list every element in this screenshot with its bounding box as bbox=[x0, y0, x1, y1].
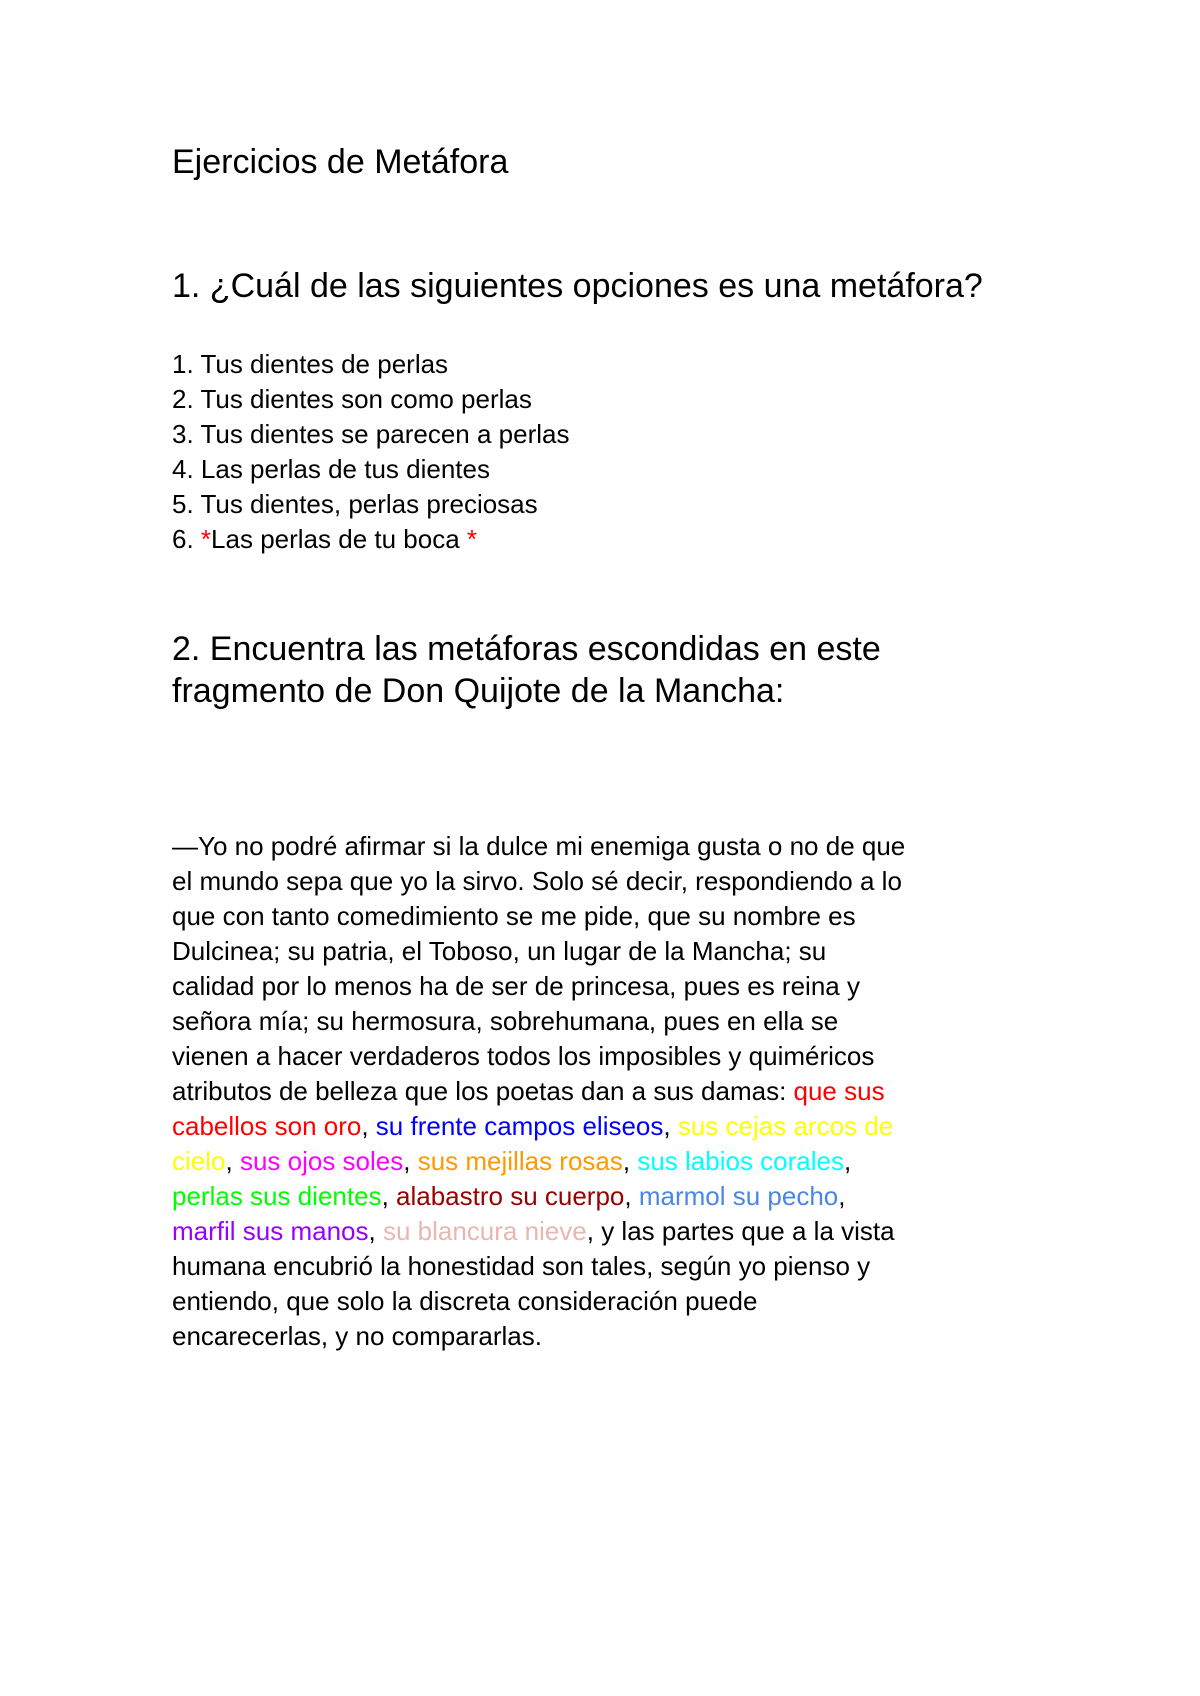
option-item: 2. Tus dientes son como perlas bbox=[172, 384, 532, 414]
option-item: 3. Tus dientes se parecen a perlas bbox=[172, 419, 570, 449]
separator: , bbox=[663, 1111, 678, 1141]
passage-text: atributos de belleza que los poetas dan a sus damas: bbox=[172, 1076, 794, 1106]
passage-line bbox=[172, 1214, 1052, 1249]
passage-line: —Yo no podré afirmar si la dulce mi enemiga gusta o no de que bbox=[172, 831, 906, 861]
passage-line bbox=[172, 1144, 1052, 1179]
metaphor-blancura-nieve: su blancura nieve bbox=[382, 1216, 587, 1246]
metaphor-cejas-arcos: sus cejas arcos de bbox=[677, 1111, 894, 1141]
passage-line: entiendo, que solo la discreta consideración puede bbox=[172, 1286, 758, 1316]
metaphor-alabastro-cuerpo: alabastro su cuerpo bbox=[396, 1181, 625, 1211]
question-1-prompt: 1. ¿Cuál de las siguientes opciones es una metáfora? bbox=[172, 267, 983, 305]
metaphor-cabellos-oro: cabellos son oro bbox=[172, 1111, 362, 1141]
separator: , bbox=[361, 1111, 376, 1141]
separator: , bbox=[225, 1146, 240, 1176]
question-2-prompt bbox=[172, 628, 1052, 712]
passage-line: humana encubrió la honestidad son tales, según yo pienso y bbox=[172, 1251, 871, 1281]
separator: , bbox=[838, 1181, 846, 1211]
option-item: 1. Tus dientes de perlas bbox=[172, 349, 449, 379]
passage-line: señora mía; su hermosura, sobrehumana, pues en ella se bbox=[172, 1006, 839, 1036]
metaphor-cabellos-oro: que sus bbox=[793, 1076, 885, 1106]
separator: , bbox=[368, 1216, 383, 1246]
metaphor-ojos-soles: sus ojos soles bbox=[239, 1146, 404, 1176]
metaphor-frente-campos: su frente campos eliseos bbox=[375, 1111, 664, 1141]
passage-line bbox=[172, 1074, 1052, 1109]
passage-line: encarecerlas, y no compararlas. bbox=[172, 1321, 542, 1351]
metaphor-mejillas-rosas: sus mejillas rosas bbox=[417, 1146, 623, 1176]
passage-line: vienen a hacer verdaderos todos los imposibles y quiméricos bbox=[172, 1041, 875, 1071]
answer-marker-close: * bbox=[466, 524, 478, 554]
separator: , bbox=[622, 1146, 638, 1176]
answer-marker-open: * bbox=[200, 524, 212, 554]
metaphor-marfil-manos: marfil sus manos bbox=[172, 1216, 369, 1246]
question-1-options bbox=[172, 347, 569, 557]
separator: , bbox=[403, 1146, 418, 1176]
metaphor-perlas-dientes: perlas sus dientes bbox=[172, 1181, 382, 1211]
document-title: Ejercicios de Metáfora bbox=[172, 143, 509, 181]
passage-line bbox=[172, 1179, 1052, 1214]
option-item: 4. Las perlas de tus dientes bbox=[172, 454, 490, 484]
question-2-line: fragmento de Don Quijote de la Mancha: bbox=[172, 672, 785, 710]
passage-text: , y las partes que a la vista bbox=[586, 1216, 895, 1246]
option-item-answer bbox=[172, 522, 569, 557]
option-text: Las perlas de tu boca bbox=[211, 524, 467, 554]
metaphor-marmol-pecho: marmol su pecho bbox=[638, 1181, 839, 1211]
passage-line: que con tanto comedimiento se me pide, que su nombre es bbox=[172, 901, 856, 931]
question-2-line: 2. Encuentra las metáforas escondidas en este bbox=[172, 630, 881, 668]
passage-line: Dulcinea; su patria, el Toboso, un lugar de la Mancha; su bbox=[172, 936, 827, 966]
metaphor-labios-corales: sus labios corales bbox=[637, 1146, 844, 1176]
option-number: 6. bbox=[172, 524, 201, 554]
passage-line bbox=[172, 1109, 1052, 1144]
separator: , bbox=[843, 1146, 852, 1176]
metaphor-cejas-arcos: cielo bbox=[172, 1146, 226, 1176]
passage-line: el mundo sepa que yo la sirvo. Solo sé decir, respondiendo a lo bbox=[172, 866, 902, 896]
passage-line: calidad por lo menos ha de ser de princesa, pues es reina y bbox=[172, 971, 860, 1001]
quijote-passage bbox=[172, 829, 1052, 1354]
separator: , bbox=[381, 1181, 397, 1211]
separator: , bbox=[624, 1181, 639, 1211]
option-item: 5. Tus dientes, perlas preciosas bbox=[172, 489, 538, 519]
